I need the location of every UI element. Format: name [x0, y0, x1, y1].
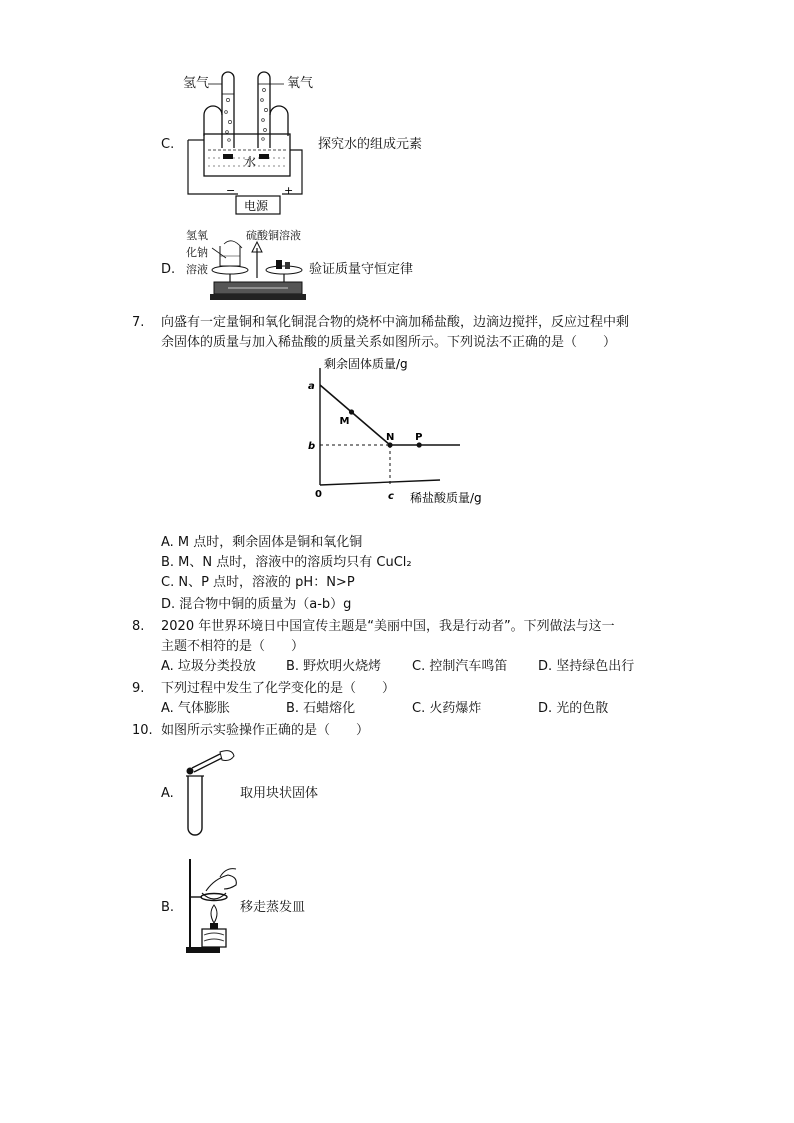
evaporating-dish-figure	[180, 855, 240, 955]
q8-stem-line2: 主题不相符的是（ ）	[161, 639, 305, 654]
x-axis	[320, 480, 440, 485]
water-label: 水	[244, 155, 257, 169]
option-d-caption: 验证质量守恒定律	[309, 262, 414, 277]
q7-option-b[interactable]: B. M、N 点时，溶液中的溶质均只有 CuCl₂	[161, 555, 412, 570]
q7-option-c[interactable]: C. N、P 点时，溶液的 pH：N>P	[161, 575, 355, 590]
power-plus-sign: +	[284, 184, 294, 197]
option-c-caption: 探究水的组成元素	[318, 137, 423, 152]
option-c-letter: C.	[161, 137, 175, 152]
balance-figure	[208, 238, 308, 304]
q9-option-c[interactable]: C. 火药爆炸	[412, 701, 482, 716]
q7-stem-line2: 余固体的质量与加入稀盐酸的质量关系如图所示。下列说法不正确的是（ ）	[161, 335, 617, 350]
power-source-label: 电源	[244, 199, 269, 213]
y-axis-label: 剩余固体质量/g	[324, 357, 408, 371]
q9-option-b[interactable]: B. 石蜡熔化	[286, 701, 356, 716]
test-tube-solid-figure	[180, 748, 240, 838]
q7-option-a[interactable]: A. M 点时，剩余固体是铜和氧化铜	[161, 535, 363, 550]
q10-option-a-letter: A.	[161, 786, 174, 801]
q8-option-a[interactable]: A. 垃圾分类投放	[161, 659, 256, 674]
q8-option-c[interactable]: C. 控制汽车鸣笛	[412, 659, 508, 674]
point-P	[417, 442, 422, 447]
y-tick-a: a	[308, 381, 315, 392]
naoh-label-line2: 化钠	[186, 246, 208, 259]
q10-number: 10.	[132, 723, 153, 738]
q8-option-b[interactable]: B. 野炊明火烧烤	[286, 659, 382, 674]
oxygen-label: 氧气	[287, 76, 314, 91]
q10-stem: 如图所示实验操作正确的是（ ）	[161, 723, 370, 738]
power-minus-sign: −	[226, 184, 236, 197]
q9-option-a[interactable]: A. 气体膨胀	[161, 701, 230, 716]
point-label-P: P	[415, 432, 423, 443]
point-label-N: N	[386, 432, 395, 443]
naoh-label-line1: 氢氧	[186, 229, 208, 242]
option-d-letter: D.	[161, 262, 176, 277]
origin-label: 0	[315, 489, 322, 500]
y-tick-b: b	[308, 441, 316, 452]
naoh-label-line3: 溶液	[186, 263, 208, 276]
x-tick-c: c	[388, 491, 394, 502]
hydrogen-label: 氢气	[183, 76, 210, 91]
q8-stem-line1: 2020 年世界环境日中国宣传主题是“美丽中国，我是行动者”。下列做法与这一	[161, 619, 615, 634]
q8-number: 8.	[132, 619, 145, 634]
q7-option-d[interactable]: D. 混合物中铜的质量为（a-b）g	[161, 597, 352, 612]
q9-option-d[interactable]: D. 光的色散	[538, 701, 609, 716]
point-N	[387, 442, 392, 447]
q9-stem: 下列过程中发生了化学变化的是（ ）	[161, 681, 396, 696]
q10-option-b-caption: 移走蒸发皿	[240, 900, 306, 915]
q9-number: 9.	[132, 681, 145, 696]
point-M	[349, 409, 354, 414]
electrolysis-apparatus-figure	[178, 70, 314, 220]
q10-option-a-caption: 取用块状固体	[240, 786, 319, 801]
x-axis-label: 稀盐酸质量/g	[410, 491, 482, 505]
cuso4-label: 硫酸铜溶液	[246, 229, 301, 242]
q10-option-b-letter: B.	[161, 900, 175, 915]
point-label-M: M	[339, 416, 350, 427]
q7-stem-line1: 向盛有一定量铜和氧化铜混合物的烧杯中滴加稀盐酸，边滴边搅拌，反应过程中剩	[161, 315, 630, 330]
q7-chart	[300, 350, 500, 510]
q8-option-d[interactable]: D. 坚持绿色出行	[538, 659, 635, 674]
q7-number: 7.	[132, 315, 145, 330]
